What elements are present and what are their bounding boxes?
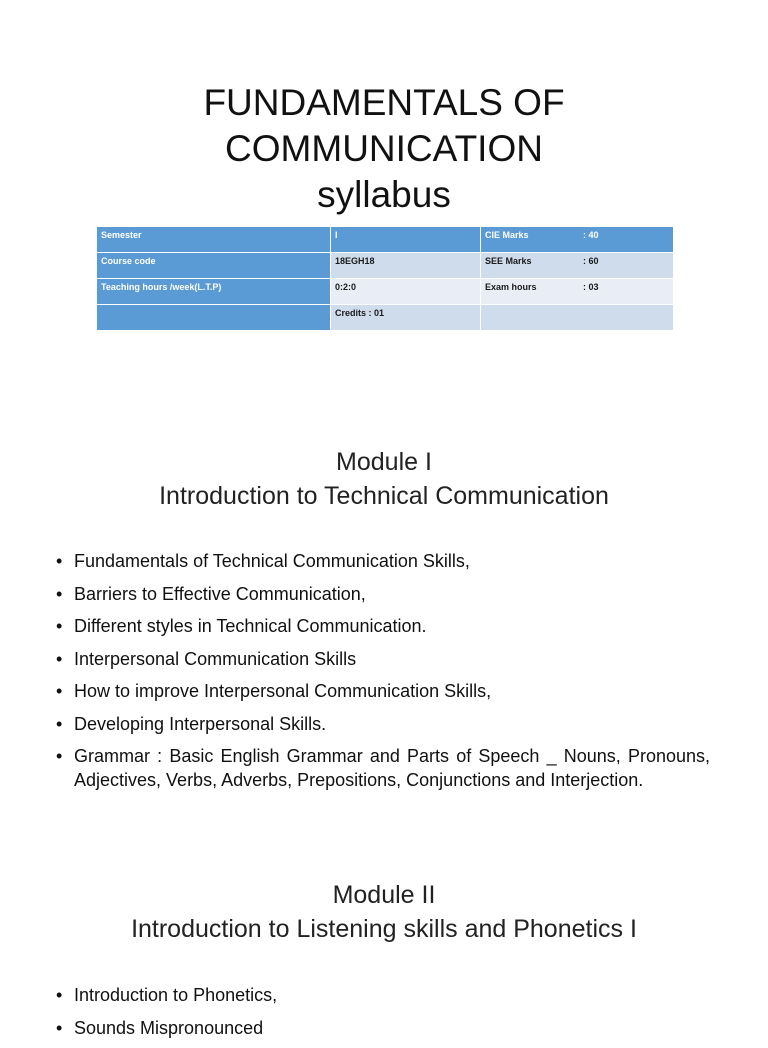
table-cell-marks <box>481 305 674 331</box>
marks-value: : 03 <box>583 282 599 292</box>
list-item: • Developing Interpersonal Skills. <box>56 713 327 734</box>
module-2-title: Module II <box>332 881 436 909</box>
list-item: • How to improve Interpersonal Communication Skills, <box>56 681 492 701</box>
title-line-3: syllabus <box>317 174 451 215</box>
bullet-icon: • <box>56 583 63 604</box>
list-item: • Grammar : Basic English Grammar and Parts of Speech _ Nouns, Pronouns, Adjectives, Verbs, Adverbs, Prepositions, Conjunctions and Interjection. <box>56 746 710 790</box>
bullet-icon: • <box>56 1017 63 1038</box>
document-title <box>0 80 768 218</box>
bullet-icon: • <box>56 616 63 636</box>
list-item: • Interpersonal Communication Skills <box>56 648 357 669</box>
marks-value: : 60 <box>583 256 599 266</box>
bullet-icon: • <box>56 648 63 669</box>
module-2-heading <box>0 878 768 946</box>
table-row <box>97 253 674 279</box>
marks-value: : 40 <box>583 230 599 240</box>
table-cell-label <box>97 305 331 331</box>
bullet-icon: • <box>56 746 63 766</box>
bullet-icon: • <box>56 681 63 701</box>
table-row <box>97 227 674 253</box>
list-item: • Introduction to Phonetics, <box>56 985 278 1005</box>
bullet-icon: • <box>56 713 63 734</box>
table-cell-marks <box>481 253 674 279</box>
table-cell-value: I <box>331 227 481 253</box>
table-cell-marks <box>481 227 674 253</box>
list-item: • Different styles in Technical Communication. <box>56 616 427 636</box>
title-line-2: COMMUNICATION <box>225 128 543 169</box>
module-2-subtitle: Introduction to Listening skills and Phonetics I <box>131 915 637 943</box>
module-1-title: Module I <box>336 448 432 476</box>
list-item: • Barriers to Effective Communication, <box>56 583 366 604</box>
syllabus-table <box>96 226 674 331</box>
module-1-heading <box>0 445 768 513</box>
marks-key: SEE Marks <box>485 256 532 266</box>
module-1-topic-list <box>56 549 710 801</box>
marks-key: CIE Marks <box>485 230 529 240</box>
table-row <box>97 305 674 331</box>
module-2-topic-list <box>56 983 710 1048</box>
bullet-icon: • <box>56 985 63 1005</box>
table-cell-marks <box>481 279 674 305</box>
table-cell-label: Teaching hours /week(L.T.P) <box>97 279 331 305</box>
table-cell-label: Semester <box>97 227 331 253</box>
table-cell-value: 0:2:0 <box>331 279 481 305</box>
table-cell-label: Course code <box>97 253 331 279</box>
title-line-1: FUNDAMENTALS OF <box>203 82 565 123</box>
table-cell-value: 18EGH18 <box>331 253 481 279</box>
marks-key: Exam hours <box>485 282 537 292</box>
bullet-icon: • <box>56 551 63 571</box>
module-1-subtitle: Introduction to Technical Communication <box>159 482 609 510</box>
table-row <box>97 279 674 305</box>
list-item: • Fundamentals of Technical Communication Skills, <box>56 551 470 571</box>
list-item: • Sounds Mispronounced <box>56 1017 264 1038</box>
table-cell-value: Credits : 01 <box>331 305 481 331</box>
